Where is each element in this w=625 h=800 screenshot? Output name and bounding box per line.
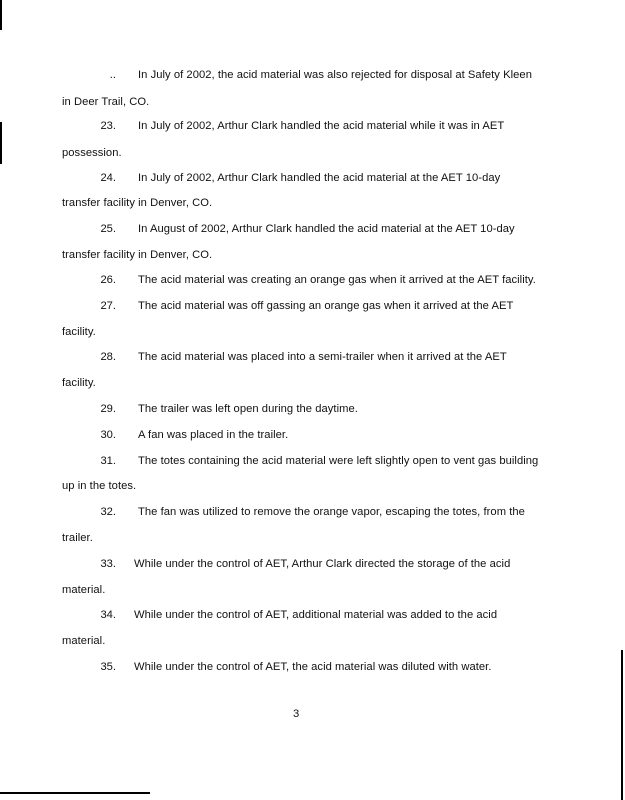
- paragraph-number: 23.: [100, 120, 116, 132]
- paragraph-number: 24.: [100, 172, 116, 184]
- paragraph-continuation: transfer facility in Denver, CO.: [62, 197, 213, 209]
- paragraph-text: In July of 2002, Arthur Clark handled the acid material at the AET 10-day: [138, 172, 501, 184]
- scan-edge-mark-left: [0, 122, 2, 164]
- page-number: 3: [293, 708, 300, 720]
- paragraph-continuation: material.: [62, 635, 106, 647]
- paragraph-text: The acid material was creating an orange gas when it arrived at the AET facility.: [138, 274, 536, 286]
- paragraph-number: ..: [109, 69, 116, 81]
- paragraph-text: While under the control of AET, additional material was added to the acid: [134, 609, 498, 621]
- paragraph-text: While under the control of AET, Arthur Clark directed the storage of the acid: [134, 558, 511, 570]
- paragraph-number: 29.: [100, 403, 116, 415]
- paragraph-continuation: possession.: [62, 147, 122, 159]
- paragraph-number: 31.: [100, 455, 116, 467]
- paragraph-continuation: facility.: [62, 377, 96, 389]
- paragraph-text: The fan was utilized to remove the orange vapor, escaping the totes, from the: [138, 506, 525, 518]
- paragraph-text: While under the control of AET, the acid material was diluted with water.: [134, 661, 492, 673]
- paragraph-number: 26.: [100, 274, 116, 286]
- paragraph-text: The acid material was placed into a semi-trailer when it arrived at the AET: [138, 351, 507, 363]
- paragraph-continuation: up in the totes.: [62, 480, 137, 492]
- paragraph-number: 35.: [100, 661, 116, 673]
- paragraph-text: The totes containing the acid material were left slightly open to vent gas building: [138, 455, 539, 467]
- paragraph-continuation: transfer facility in Denver, CO.: [62, 249, 213, 261]
- paragraph-continuation: material.: [62, 584, 106, 596]
- paragraph-number: 30.: [100, 429, 116, 441]
- paragraph-text: In July of 2002, the acid material was also rejected for disposal at Safety Kleen: [138, 69, 532, 81]
- paragraph-number: 25.: [100, 223, 116, 235]
- paragraph-text: The acid material was off gassing an orange gas when it arrived at the AET: [138, 300, 514, 312]
- paragraph-text: A fan was placed in the trailer.: [138, 429, 289, 441]
- paragraph-text: In August of 2002, Arthur Clark handled the acid material at the AET 10-day: [138, 223, 515, 235]
- scan-bottom-rule: [0, 792, 150, 794]
- paragraph-text: The trailer was left open during the daytime.: [138, 403, 358, 415]
- scan-edge-mark-right: [621, 650, 623, 800]
- paragraph-continuation: facility.: [62, 326, 96, 338]
- paragraph-continuation: in Deer Trail, CO.: [62, 96, 150, 108]
- paragraph-continuation: trailer.: [62, 532, 93, 544]
- scan-edge-mark-top: [0, 0, 2, 30]
- paragraph-number: 32.: [100, 506, 116, 518]
- paragraph-number: 33.: [100, 558, 116, 570]
- paragraph-number: 34.: [100, 609, 116, 621]
- paragraph-text: In July of 2002, Arthur Clark handled the acid material while it was in AET: [138, 120, 505, 132]
- paragraph-number: 27.: [100, 300, 116, 312]
- paragraph-number: 28.: [100, 351, 116, 363]
